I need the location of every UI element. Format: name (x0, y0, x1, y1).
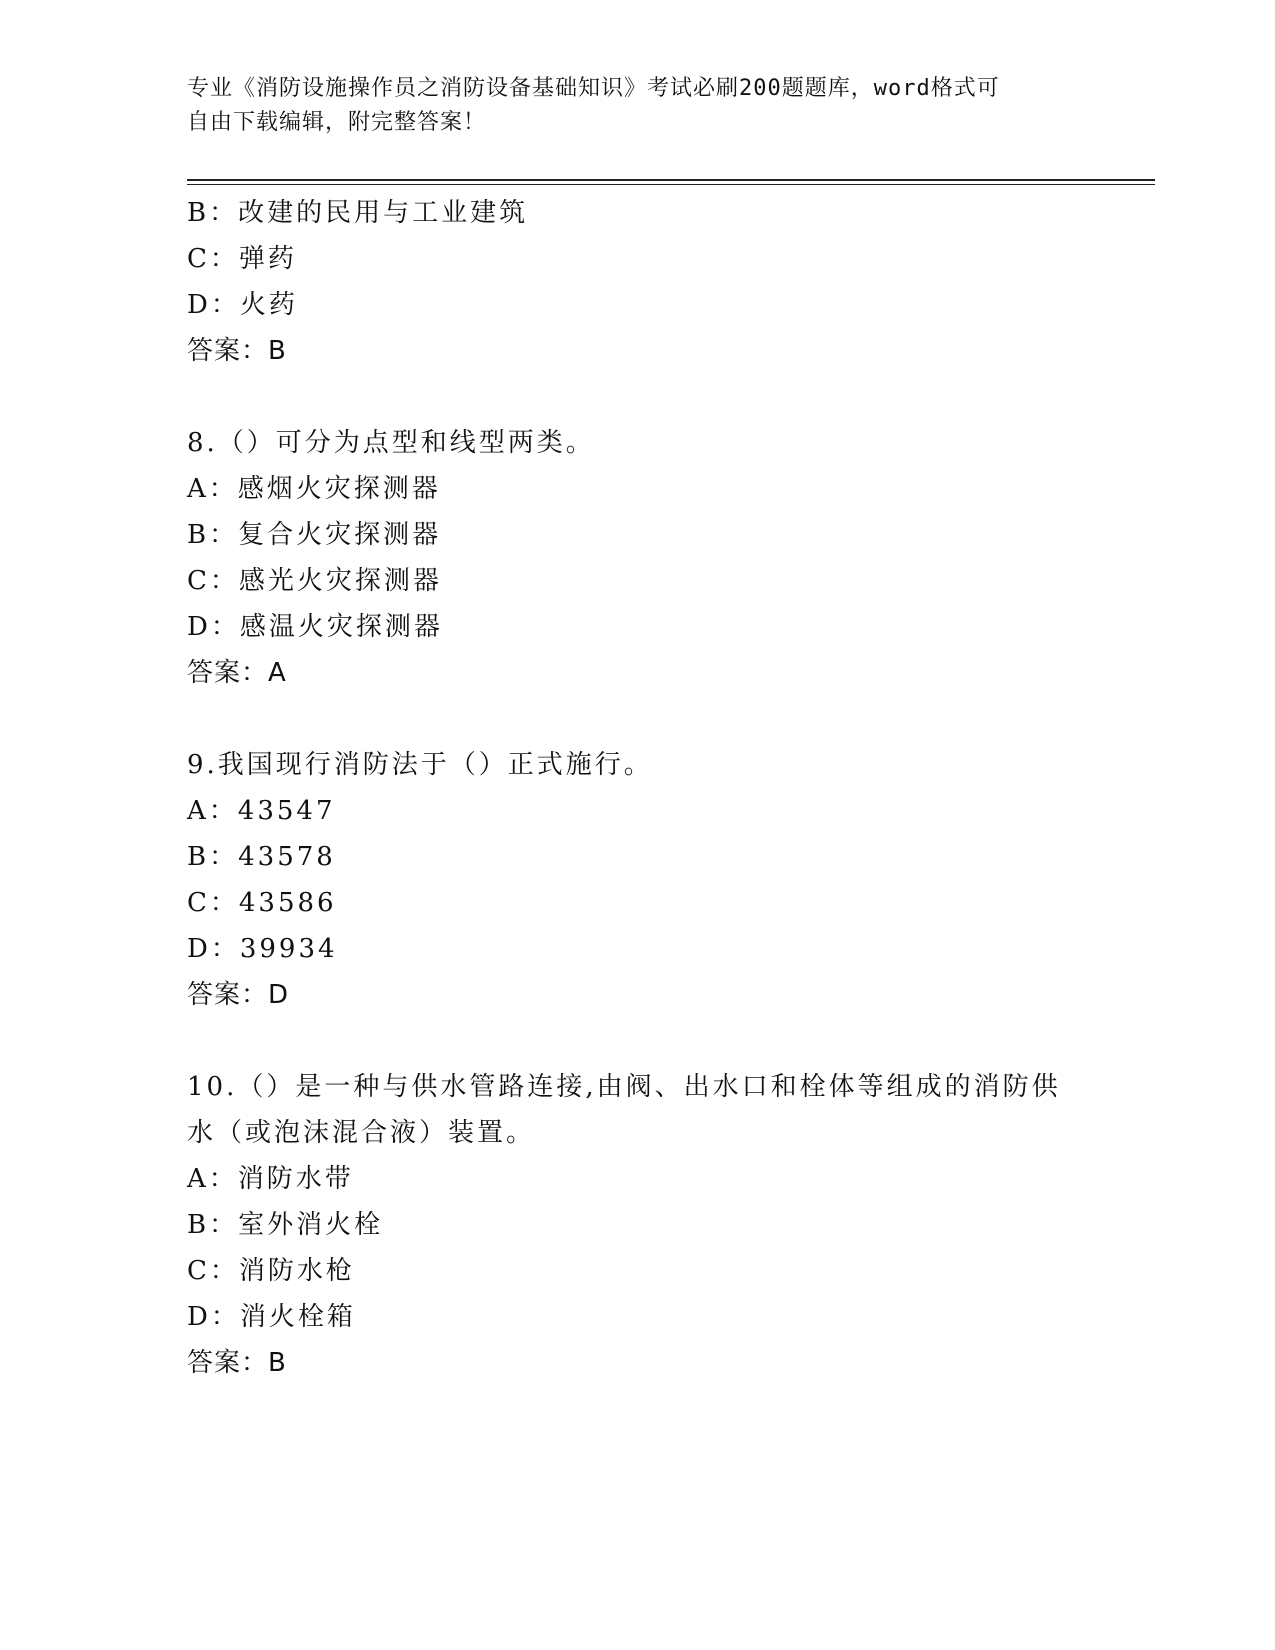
question-stem: 8.（）可分为点型和线型两类。 (187, 428, 595, 458)
answer-line: 答案：B (187, 336, 287, 366)
question-stem (187, 1064, 1067, 1156)
header-line-1: 专业《消防设施操作员之消防设备基础知识》考试必刷200题题库，word格式可 (187, 76, 1000, 101)
option-d: D：火药 (187, 290, 298, 320)
spacer (187, 374, 1087, 420)
answer-line: 答案：B (187, 1348, 287, 1378)
header-divider-thick (187, 179, 1155, 181)
question-10-block (187, 1064, 1087, 1386)
question-stem: 9.我国现行消防法于（）正式施行。 (187, 750, 653, 780)
question-list (187, 190, 1087, 1386)
previous-question-block (187, 190, 1087, 374)
option-d: D：消火栓箱 (187, 1302, 356, 1332)
option-b: B：室外消火栓 (187, 1210, 384, 1240)
question-stem-line-2: 水（或泡沫混合液）装置。 (187, 1118, 536, 1148)
option-c: C：弹药 (187, 244, 297, 274)
question-8-block (187, 420, 1087, 696)
answer-line: 答案：A (187, 658, 287, 688)
option-d: D：感温火灾探测器 (187, 612, 443, 642)
answer-line: 答案：D (187, 980, 290, 1010)
option-a: A：43547 (187, 796, 336, 826)
document-header (187, 72, 1067, 140)
header-line-2: 自由下载编辑，附完整答案！ (187, 110, 487, 135)
option-c: C：感光火灾探测器 (187, 566, 442, 596)
question-stem-line-1: 10.（）是一种与供水管路连接,由阀、出水口和栓体等组成的消防供 (187, 1072, 1061, 1102)
option-a: A：感烟火灾探测器 (187, 474, 441, 504)
option-b: B：复合火灾探测器 (187, 520, 442, 550)
option-c: C：消防水枪 (187, 1256, 355, 1286)
option-b: B：43578 (187, 842, 336, 872)
option-b: B：改建的民用与工业建筑 (187, 198, 529, 228)
spacer (187, 696, 1087, 742)
option-d: D：39934 (187, 934, 338, 964)
option-a: A：消防水带 (187, 1164, 354, 1194)
option-c: C：43586 (187, 888, 337, 918)
spacer (187, 1018, 1087, 1064)
header-divider-thin (187, 184, 1155, 185)
question-9-block (187, 742, 1087, 1018)
